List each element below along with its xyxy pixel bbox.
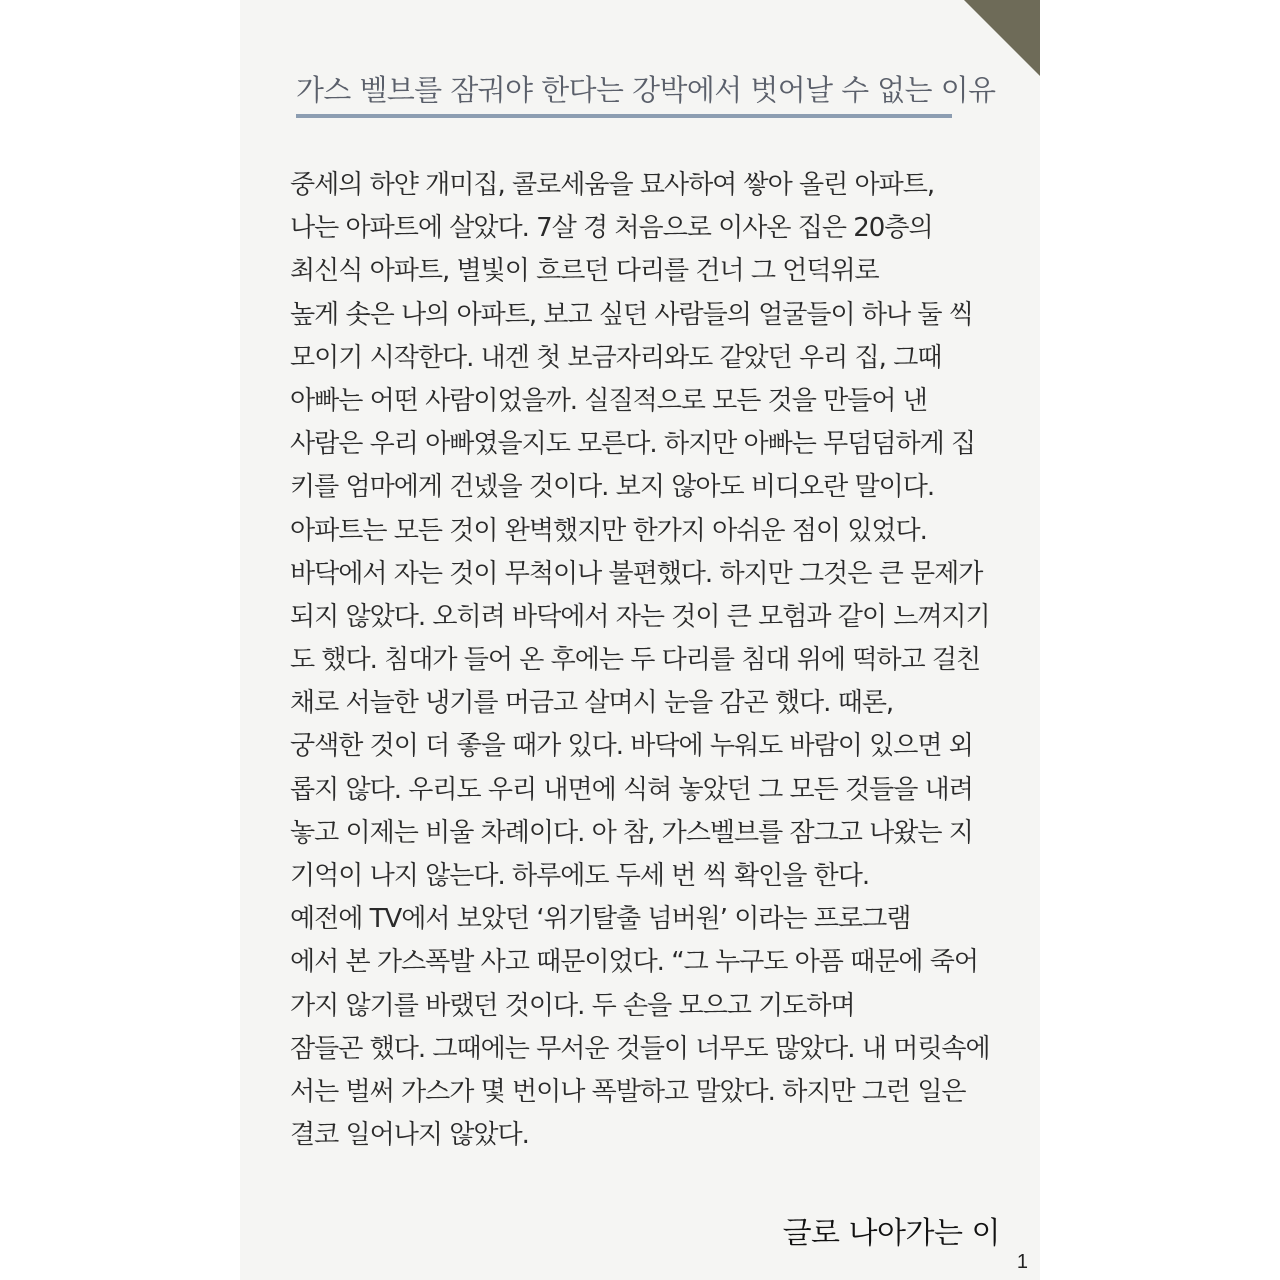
body-line: 되지 않았다. 오히려 바닥에서 자는 것이 큰 모험과 같이 느껴지기 bbox=[290, 601, 990, 632]
body-line: 잠들곤 했다. 그때에는 무서운 것들이 너무도 많았다. 내 머릿속에 bbox=[290, 1033, 990, 1064]
title-underline bbox=[296, 114, 952, 118]
page-number: 1 bbox=[1016, 1251, 1028, 1273]
document-title: 가스 벨브를 잠궈야 한다는 강박에서 벗어날 수 없는 이유 bbox=[296, 73, 996, 107]
body-line: 최신식 아파트, 별빛이 흐르던 다리를 건너 그 언덕위로 bbox=[290, 256, 879, 287]
body-line: 놓고 이제는 비울 차례이다. 아 참, 가스벨브를 잠그고 나왔는 지 bbox=[290, 817, 973, 848]
body-line: 기억이 나지 않는다. 하루에도 두세 번 씩 확인을 한다. bbox=[290, 861, 870, 891]
corner-fold-decoration bbox=[964, 0, 1040, 76]
body-line: 높게 솟은 나의 아파트, 보고 싶던 사람들의 얼굴들이 하나 둘 씩 bbox=[290, 299, 973, 330]
document-page bbox=[240, 0, 1040, 1280]
body-line: 에서 본 가스폭발 사고 때문이었다. “그 누구도 아픔 때문에 죽어 bbox=[290, 947, 979, 978]
body-line: 도 했다. 침대가 들어 온 후에는 두 다리를 침대 위에 떡하고 걸친 bbox=[290, 645, 981, 676]
body-line: 아파트는 모든 것이 완벽했지만 한가지 아쉬운 점이 있었다. bbox=[290, 515, 927, 546]
body-line: 궁색한 것이 더 좋을 때가 있다. 바닥에 누워도 바람이 있으면 외 bbox=[290, 731, 973, 762]
body-line: 모이기 시작한다. 내겐 첫 보금자리와도 같았던 우리 집, 그때 bbox=[290, 342, 942, 373]
body-line: 사람은 우리 아빠였을지도 모른다. 하지만 아빠는 무덤덤하게 집 bbox=[290, 429, 976, 460]
body-line: 중세의 하얀 개미집, 콜로세움을 묘사하여 쌓아 올린 아파트, bbox=[290, 170, 935, 200]
body-line: 키를 엄마에게 건넸을 것이다. 보지 않아도 비디오란 말이다. bbox=[290, 472, 935, 503]
body-line: 서는 벌써 가스가 몇 번이나 폭발하고 말았다. 하지만 그런 일은 bbox=[290, 1076, 966, 1107]
author-signature: 글로 나아가는 이 bbox=[782, 1216, 1000, 1251]
body-line: 바닥에서 자는 것이 무척이나 불편했다. 하지만 그것은 큰 문제가 bbox=[290, 558, 983, 589]
body-line: 결코 일어나지 않았다. bbox=[290, 1120, 529, 1151]
body-line: 채로 서늘한 냉기를 머금고 살며시 눈을 감곤 했다. 때론, bbox=[290, 688, 894, 719]
body-line: 예전에 TV에서 보았던 ‘위기탈출 넘버원’ 이라는 프로그램 bbox=[290, 904, 911, 935]
body-line: 아빠는 어떤 사람이었을까. 실질적으로 모든 것을 만들어 낸 bbox=[290, 385, 927, 416]
body-line: 나는 아파트에 살았다. 7살 경 처음으로 이사온 집은 20층의 bbox=[290, 213, 933, 244]
body-line: 가지 않기를 바랬던 것이다. 두 손을 모으고 기도하며 bbox=[290, 990, 855, 1021]
body-line: 롭지 않다. 우리도 우리 내면에 식혀 놓았던 그 모든 것들을 내려 bbox=[290, 774, 973, 805]
body-text bbox=[290, 164, 1010, 1157]
